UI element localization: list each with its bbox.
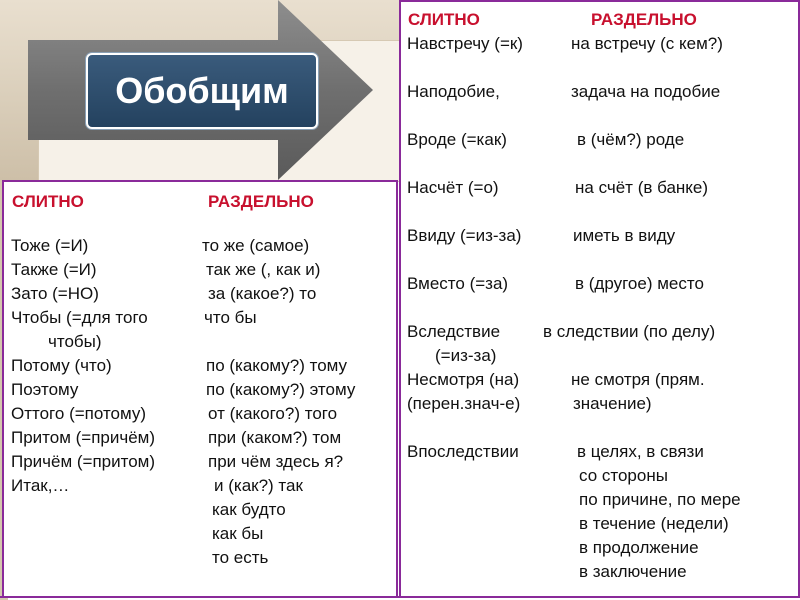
right-row-separate: в течение (недели) [579,514,729,533]
right-row-together: Ввиду (=из-за) [407,226,522,245]
right-row-separate: не смотря (прям. [571,370,705,389]
header-separate: РАЗДЕЛЬНО [591,10,697,29]
right-row-together: Впоследствии [407,442,519,461]
right-row-separate: в (другое) место [575,274,704,293]
left-row-separate: при чём здесь я? [208,452,344,471]
left-row-together: Тоже (=И) [11,236,89,255]
left-row-together: Причём (=притом) [11,452,156,471]
right-row-together: Насчёт (=о) [407,178,499,197]
left-panel [2,180,398,598]
right-row-separate: в следствии (по делу) [543,322,716,341]
left-row-together: Чтобы (=для того [11,308,148,327]
right-row-together: Вследствие [407,322,501,341]
right-panel [399,0,800,598]
left-row-together: Потому (что) [11,356,112,375]
right-row-separate: в заключение [579,562,687,581]
right-row-separate: на счёт (в банке) [575,178,709,197]
right-row-together: Вместо (=за) [407,274,509,293]
right-row-separate: в (чём?) роде [577,130,685,149]
left-row-separate: то есть [212,548,269,567]
left-row-separate: как будто [212,500,286,519]
left-row-together: Поэтому [11,380,79,399]
right-row-separate: по причине, по мере [579,490,741,509]
left-row-separate: то же (самое) [202,236,310,255]
right-row-together: (=из-за) [435,346,497,365]
right-row-together: Вроде (=как) [407,130,507,149]
right-row-separate: значение) [573,394,652,413]
left-row-separate: по (какому?) тому [206,356,348,375]
left-row-separate: при (каком?) том [208,428,342,447]
page-title: Обобщим [86,53,318,129]
left-row-separate: так же (, как и) [206,260,321,279]
right-row-together: Наподобие, [407,82,500,101]
left-row-together: Зато (=НО) [11,284,99,303]
left-row-together: Итак,… [11,476,70,495]
left-row-separate: и (как?) так [214,476,303,495]
right-row-together: Навстречу (=к) [407,34,523,53]
header-together: СЛИТНО [12,192,84,211]
right-row-separate: задача на подобие [571,82,721,101]
left-row-together: чтобы) [48,332,102,351]
right-row-separate: в продолжение [579,538,699,557]
right-row-separate: на встречу (с кем?) [571,34,723,53]
header-separate: РАЗДЕЛЬНО [208,192,314,211]
header-together: СЛИТНО [408,10,480,29]
right-row-together: Несмотря (на) [407,370,520,389]
left-row-separate: от (какого?) того [208,404,338,423]
left-row-separate: за (какое?) то [208,284,317,303]
left-row-together: Оттого (=потому) [11,404,147,423]
left-row-separate: как бы [212,524,264,543]
right-row-together: (перен.знач-е) [407,394,521,413]
left-row-separate: по (какому?) этому [206,380,356,399]
left-row-together: Притом (=причём) [11,428,156,447]
left-row-separate: что бы [204,308,257,327]
left-row-together: Также (=И) [11,260,97,279]
right-row-separate: иметь в виду [573,226,676,245]
right-row-separate: в целях, в связи [577,442,704,461]
right-row-separate: со стороны [579,466,668,485]
bottom-border [0,596,800,598]
